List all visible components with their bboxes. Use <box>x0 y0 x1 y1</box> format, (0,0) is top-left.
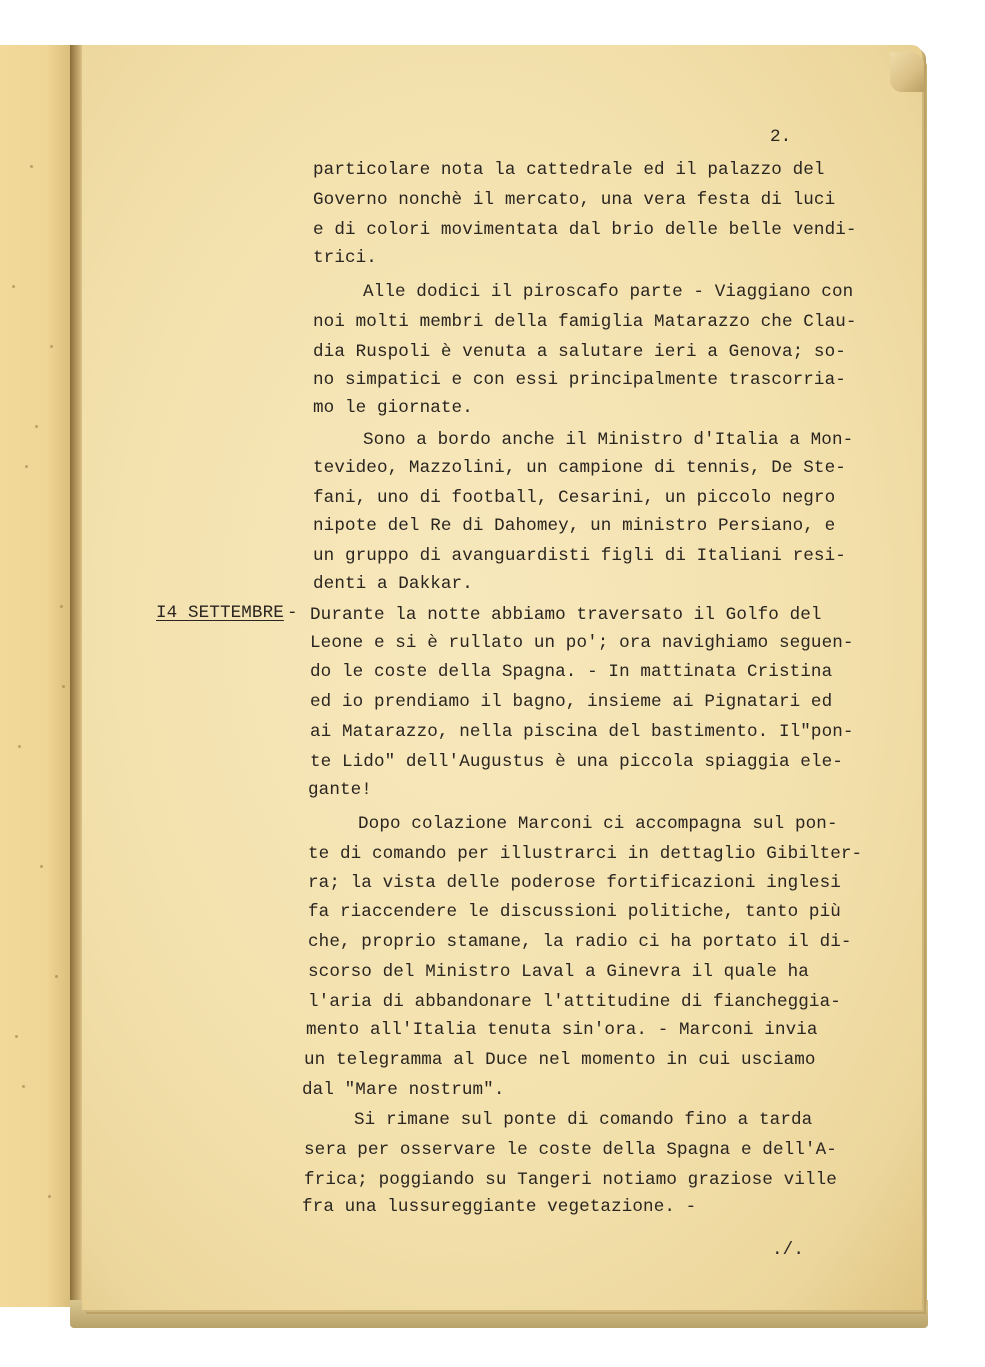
paper-speckle <box>25 465 28 468</box>
dog-eared-corner <box>890 52 924 92</box>
text-line: nipote del Re di Dahomey, un ministro Persiano, e <box>313 516 836 536</box>
paper-speckle <box>48 1195 51 1198</box>
text-line: ra; la vista delle poderose fortificazioni inglesi <box>308 873 841 893</box>
text-line: no simpatici e con essi principalmente trascorria- <box>313 370 846 390</box>
text-line: Sono a bordo anche il Ministro d'Italia a Mon- <box>363 430 854 450</box>
text-line: scorso del Ministro Laval a Ginevra il quale ha <box>308 962 809 982</box>
page-number: 2. <box>770 127 792 147</box>
text-line: do le coste della Spagna. - In mattinata Cristina <box>310 662 833 682</box>
paper-speckle <box>35 425 38 428</box>
text-line: fa riaccendere le discussioni politiche, tanto più <box>308 902 841 922</box>
text-line: Durante la notte abbiamo traversato il Golfo del <box>310 605 822 625</box>
continuation-mark: ./. <box>772 1240 804 1260</box>
text-line: tevideo, Mazzolini, un campione di tennis, De Ste- <box>313 458 846 478</box>
text-line: Dopo colazione Marconi ci accompagna sul pon- <box>358 814 838 834</box>
text-line: mo le giornate. <box>313 398 473 418</box>
left-page <box>0 45 78 1307</box>
text-line: particolare nota la cattedrale ed il palazzo del <box>313 160 825 180</box>
text-line: fra una lussureggiante vegetazione. - <box>302 1197 697 1217</box>
text-line: Leone e si è rullato un po'; ora navighiamo seguen- <box>310 633 854 653</box>
text-line: e di colori movimentata dal brio delle belle vendi- <box>313 220 857 240</box>
paper-speckle <box>50 345 53 348</box>
text-line: Alle dodici il piroscafo parte - Viaggiano con <box>363 282 854 302</box>
date-dash: - <box>287 603 298 623</box>
text-line: trici. <box>313 248 377 268</box>
text-line: Si rimane sul ponte di comando fino a tarda <box>354 1110 813 1130</box>
paper-speckle <box>30 165 33 168</box>
text-line: dal "Mare nostrum". <box>302 1080 505 1100</box>
text-line: te Lido" dell'Augustus è una piccola spiaggia ele- <box>310 752 843 772</box>
paper-speckle <box>15 1035 18 1038</box>
text-line: Governo nonchè il mercato, una vera festa di luci <box>313 190 836 210</box>
paper-speckle <box>12 285 15 288</box>
text-line: sera per osservare le coste della Spagna e dell'A- <box>304 1140 837 1160</box>
text-line: che, proprio stamane, la radio ci ha portato il di- <box>308 932 852 952</box>
date-label: I4 SETTEMBRE <box>156 603 284 623</box>
paper-speckle <box>60 605 63 608</box>
text-line: un telegramma al Duce nel momento in cui usciamo <box>304 1050 816 1070</box>
text-line: ed io prendiamo il bagno, insieme ai Pignatari ed <box>310 692 833 712</box>
text-line: un gruppo di avanguardisti figli di Italiani resi- <box>313 546 846 566</box>
text-line: ai Matarazzo, nella piscina del bastimento. Il"pon- <box>310 722 854 742</box>
text-line: te di comando per illustrarci in dettaglio Gibilter- <box>308 844 863 864</box>
text-line: fani, uno di football, Cesarini, un piccolo negro <box>313 488 836 508</box>
text-line: noi molti membri della famiglia Matarazzo che Clau- <box>313 312 857 332</box>
paper-speckle <box>62 685 65 688</box>
text-line: dia Ruspoli è venuta a salutare ieri a Genova; so- <box>313 342 846 362</box>
paper-speckle <box>18 745 21 748</box>
paper-speckle <box>40 865 43 868</box>
text-line: gante! <box>308 780 372 800</box>
text-line: frica; poggiando su Tangeri notiamo graziose ville <box>304 1170 837 1190</box>
paper-speckle <box>55 975 58 978</box>
text-line: denti a Dakkar. <box>313 574 473 594</box>
text-line: mento all'Italia tenuta sin'ora. - Marconi invia <box>306 1020 818 1040</box>
paper-speckle <box>22 1085 25 1088</box>
text-line: l'aria di abbandonare l'attitudine di fiancheggia- <box>308 992 841 1012</box>
